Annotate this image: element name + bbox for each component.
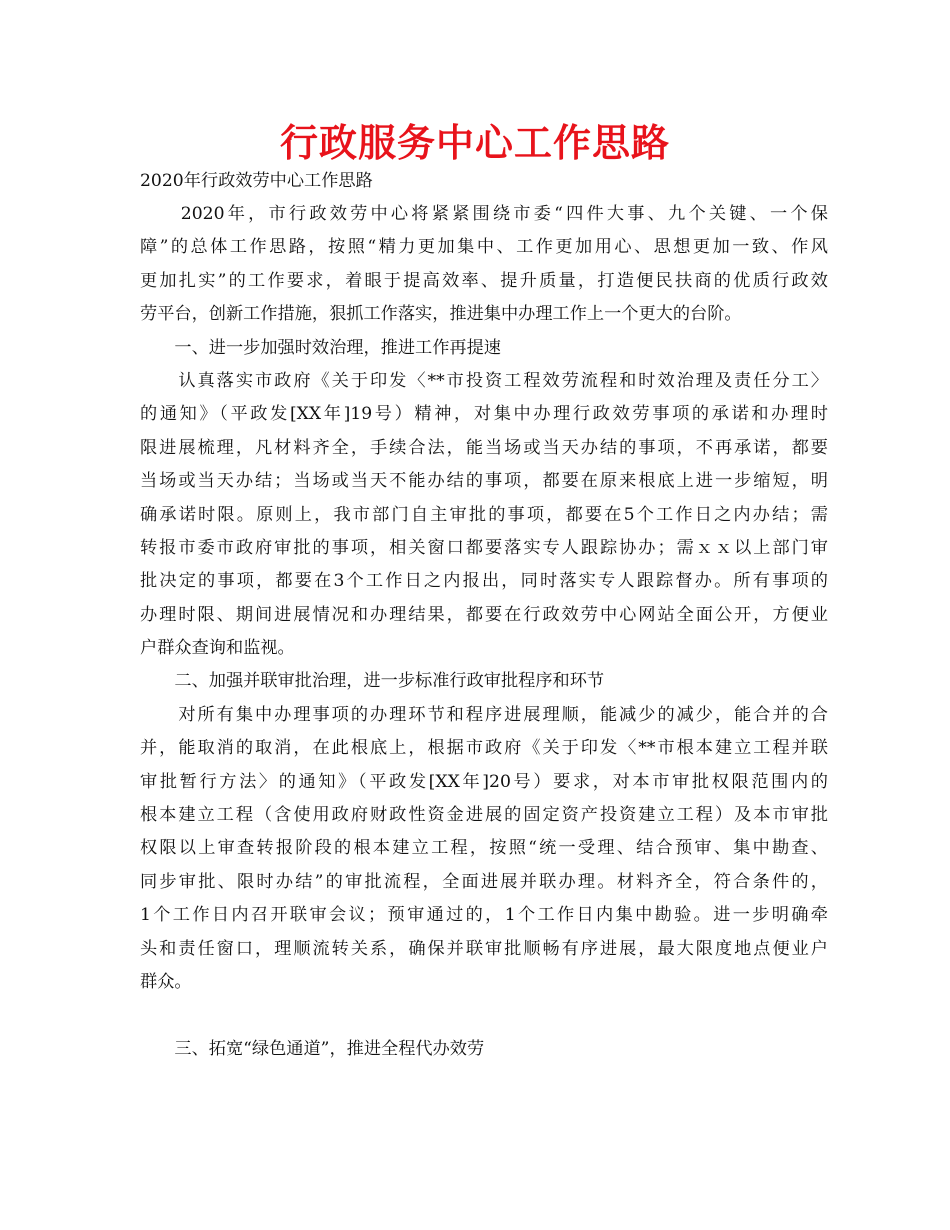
body-line: 1个工作日内召开联审会议；预审通过的，1个工作日内集中勘验。进一步明确牵	[140, 905, 828, 926]
body-line	[140, 999, 828, 1032]
body-line: 审批暂行方法〉的通知》（平政发[XX年]20号）要求，对本市审批权限范围内的	[140, 771, 828, 792]
body-line: 转报市委市政府审批的事项，相关窗口都要落实专人跟踪协办；需ｘｘ以上部门审	[140, 537, 828, 558]
body-line: 批决定的事项，都要在3个工作日之内报出，同时落实专人跟踪督办。所有事项的	[140, 571, 828, 592]
document-body	[140, 198, 828, 1066]
body-line: 同步审批、限时办结”的审批流程，全面进展并联办理。材料齐全，符合条件的，	[140, 871, 828, 892]
body-line: 劳平台，创新工作措施，狠抓工作落实，推进集中办理工作上一个更大的台阶。	[140, 304, 742, 325]
body-line: 当场或当天办结；当场或当天不能办结的事项，都要在原来根底上进一步缩短，明	[140, 471, 828, 492]
document-title: 行政服务中心工作思路	[279, 121, 670, 165]
body-line: 头和责任窗口，理顺流转关系，确保并联审批顺畅有序进展，最大限度地点便业户	[140, 938, 828, 959]
body-line: 认真落实市政府《关于印发〈**市投资工程效劳流程和时效治理及责任分工〉	[140, 370, 828, 391]
body-line: 确承诺时限。原则上，我市部门自主审批的事项，都要在5个工作日之内办结；需	[140, 504, 828, 525]
body-line: 一、进一步加强时效治理，推进工作再提速	[140, 337, 501, 358]
body-line: 二、加强并联审批治理，进一步标准行政审批程序和环节	[140, 671, 605, 692]
body-line: 的通知》（平政发[XX年]19号）精神，对集中办理行政效劳事项的承诺和办理时	[140, 404, 828, 425]
body-line: 户群众查询和监视。	[140, 638, 295, 659]
body-line: 对所有集中办理事项的办理环节和程序进展理顺，能减少的减少，能合并的合	[140, 704, 828, 725]
body-line: 并，能取消的取消，在此根底上，根据市政府《关于印发〈**市根本建立工程并联	[140, 738, 828, 759]
body-line: 根本建立工程（含使用政府财政性资金进展的固定资产投资建立工程）及本市审批	[140, 805, 828, 826]
body-line: 限进展梳理，凡材料齐全，手续合法，能当场或当天办结的事项，不再承诺，都要	[140, 437, 828, 458]
body-line: 2020年，市行政效劳中心将紧紧围绕市委“四件大事、九个关键、一个保	[140, 204, 828, 224]
body-line: 办理时限、期间进展情况和办理结果，都要在行政效劳中心网站全面公开，方便业	[140, 604, 828, 625]
body-line: 三、拓宽“绿色通道”，推进全程代办效劳	[140, 1038, 485, 1059]
body-line: 障”的总体工作思路，按照“精力更加集中、工作更加用心、思想更加一致、作风	[140, 237, 828, 258]
body-line: 群众。	[140, 971, 192, 992]
body-line: 权限以上审查转报阶段的根本建立工程，按照“统一受理、结合预审、集中勘查、	[140, 838, 828, 859]
document-subtitle: 2020年行政效劳中心工作思路	[140, 171, 373, 191]
body-line: 更加扎实”的工作要求，着眼于提高效率、提升质量，打造便民扶商的优质行政效	[140, 270, 828, 291]
